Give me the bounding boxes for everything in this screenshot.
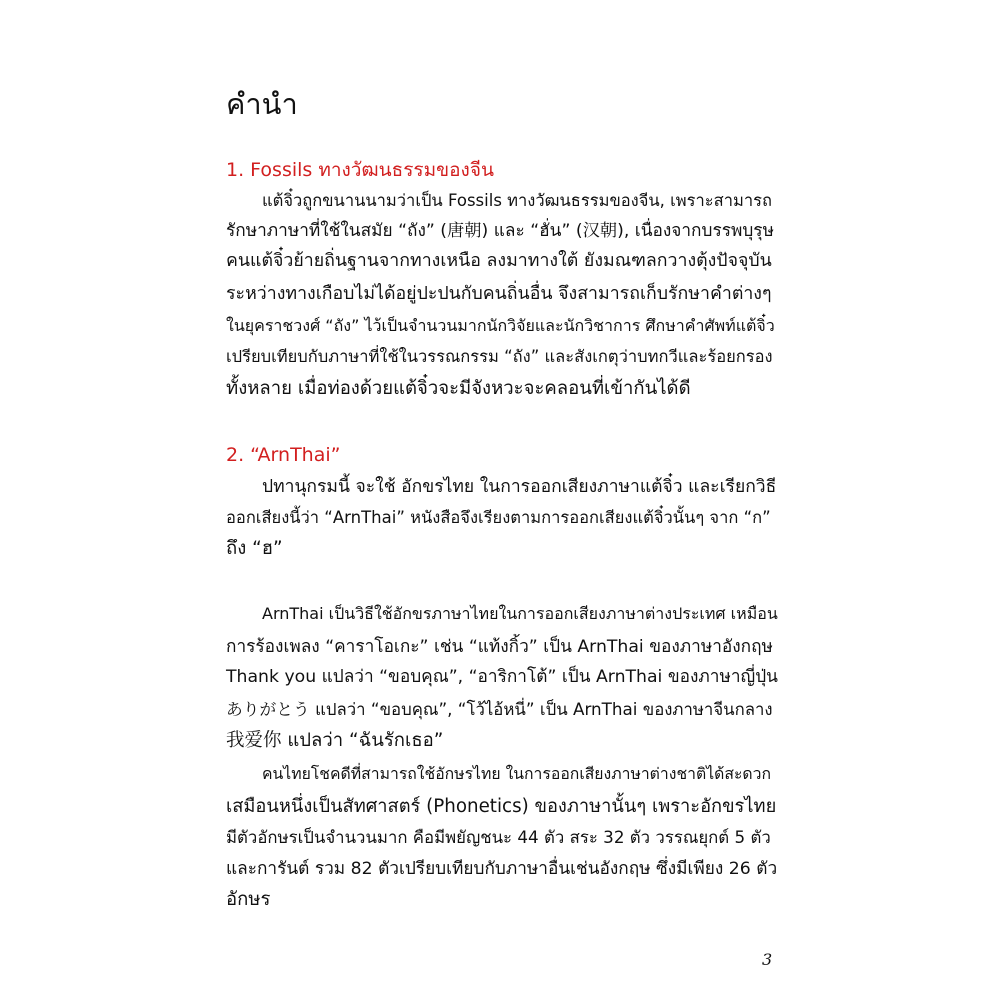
section-1-line: ในยุคราชวงศ์ “ถัง” ไว้เป็นจำนวนมากนักวิจัยและนักวิชาการ ศึกษาคำศัพท์แต้จิ๋ว <box>226 316 775 335</box>
paragraph-3-line: การร้องเพลง “คาราโอเกะ” เช่น “แท้งกิ้ว” เป็น ArnThai ของภาษาอังกฤษ <box>226 637 773 657</box>
section-1-line: เปรียบเทียบกับภาษาที่ใช้ในวรรณกรรม “ถัง” และสังเกตุว่าบทกวีและร้อยกรอง <box>226 347 773 366</box>
paragraph-4-line: คนไทยโชคดีที่สามารถใช้อักษรไทย ในการออกเสียงภาษาต่างชาติได้สะดวก <box>262 764 772 783</box>
section-1-line: แต้จิ๋วถูกขนานนามว่าเป็น Fossils ทางวัฒนธรรมของจีน, เพราะสามารถ <box>262 191 772 210</box>
section-2-line: ปทานุกรมนี้ จะใช้ อักขรไทย ในการออกเสียงภาษาแต้จิ๋ว และเรียกวิธี <box>262 477 777 497</box>
section-1-line: รักษาภาษาที่ใช้ในสมัย “ถัง” (唐朝) และ “ฮั่น” (汉朝), เนื่องจากบรรพบุรุษ <box>226 221 774 241</box>
page-title: คำนำ <box>226 87 298 121</box>
paragraph-3-line: ArnThai เป็นวิธีใช้อักขรภาษาไทยในการออกเสียงภาษาต่างประเทศ เหมือน <box>262 604 778 623</box>
paragraph-4-line: และการันต์ รวม 82 ตัวเปรียบเทียบกับภาษาอื่นเช่นอังกฤษ ซึ่งมีเพียง 26 ตัว <box>226 859 778 879</box>
paragraph-4-line: เสมือนหนึ่งเป็นสัทศาสตร์ (Phonetics) ของภาษานั้นๆ เพราะอักขรไทย <box>226 796 777 817</box>
section-2-line: ออกเสียงนี้ว่า “ArnThai” หนังสือจึงเรียงตามการออกเสียงแต้จิ๋วนั้นๆ จาก “ก” <box>226 508 771 527</box>
paragraph-4-line: อักษร <box>226 889 271 910</box>
section-2-line: ถึง “ฮ” <box>226 538 283 559</box>
section-1-line: ทั้งหลาย เมื่อท่องด้วยแต้จิ๋วจะมีจังหวะจะคลอนที่เข้ากันได้ดี <box>226 378 691 399</box>
section-1-line: คนแต้จิ๋วย้ายถิ่นฐานจากทางเหนือ ลงมาทางใต้ ยังมณฑลกวางตุ้งปัจจุบัน <box>226 251 772 271</box>
paragraph-4-line: มีตัวอักษรเป็นจำนวนมาก คือมีพยัญชนะ 44 ตัว สระ 32 ตัว วรรณยุกต์ 5 ตัว <box>226 827 771 847</box>
page-number: 3 <box>762 950 773 969</box>
section-2-heading: 2. “ArnThai” <box>226 444 341 466</box>
paragraph-3-line: 我爱你 แปลว่า “ฉันรักเธอ” <box>226 730 444 751</box>
paragraph-3-line: ありがとう แปลว่า “ขอบคุณ”, “โว้ไอ้หนี่” เป็น ArnThai ของภาษาจีนกลาง <box>226 699 773 719</box>
section-1-line: ระหว่างทางเกือบไม่ได้อยู่ปะปนกับคนถิ่นอื่น จึงสามารถเก็บรักษาคำต่างๆ <box>226 284 772 304</box>
paragraph-3-line: Thank you แปลว่า “ขอบคุณ”, “อาริกาโต้” เป็น ArnThai ของภาษาญี่ปุ่น <box>226 667 778 687</box>
section-1-heading: 1. Fossils ทางวัฒนธรรมของจีน <box>226 159 494 181</box>
